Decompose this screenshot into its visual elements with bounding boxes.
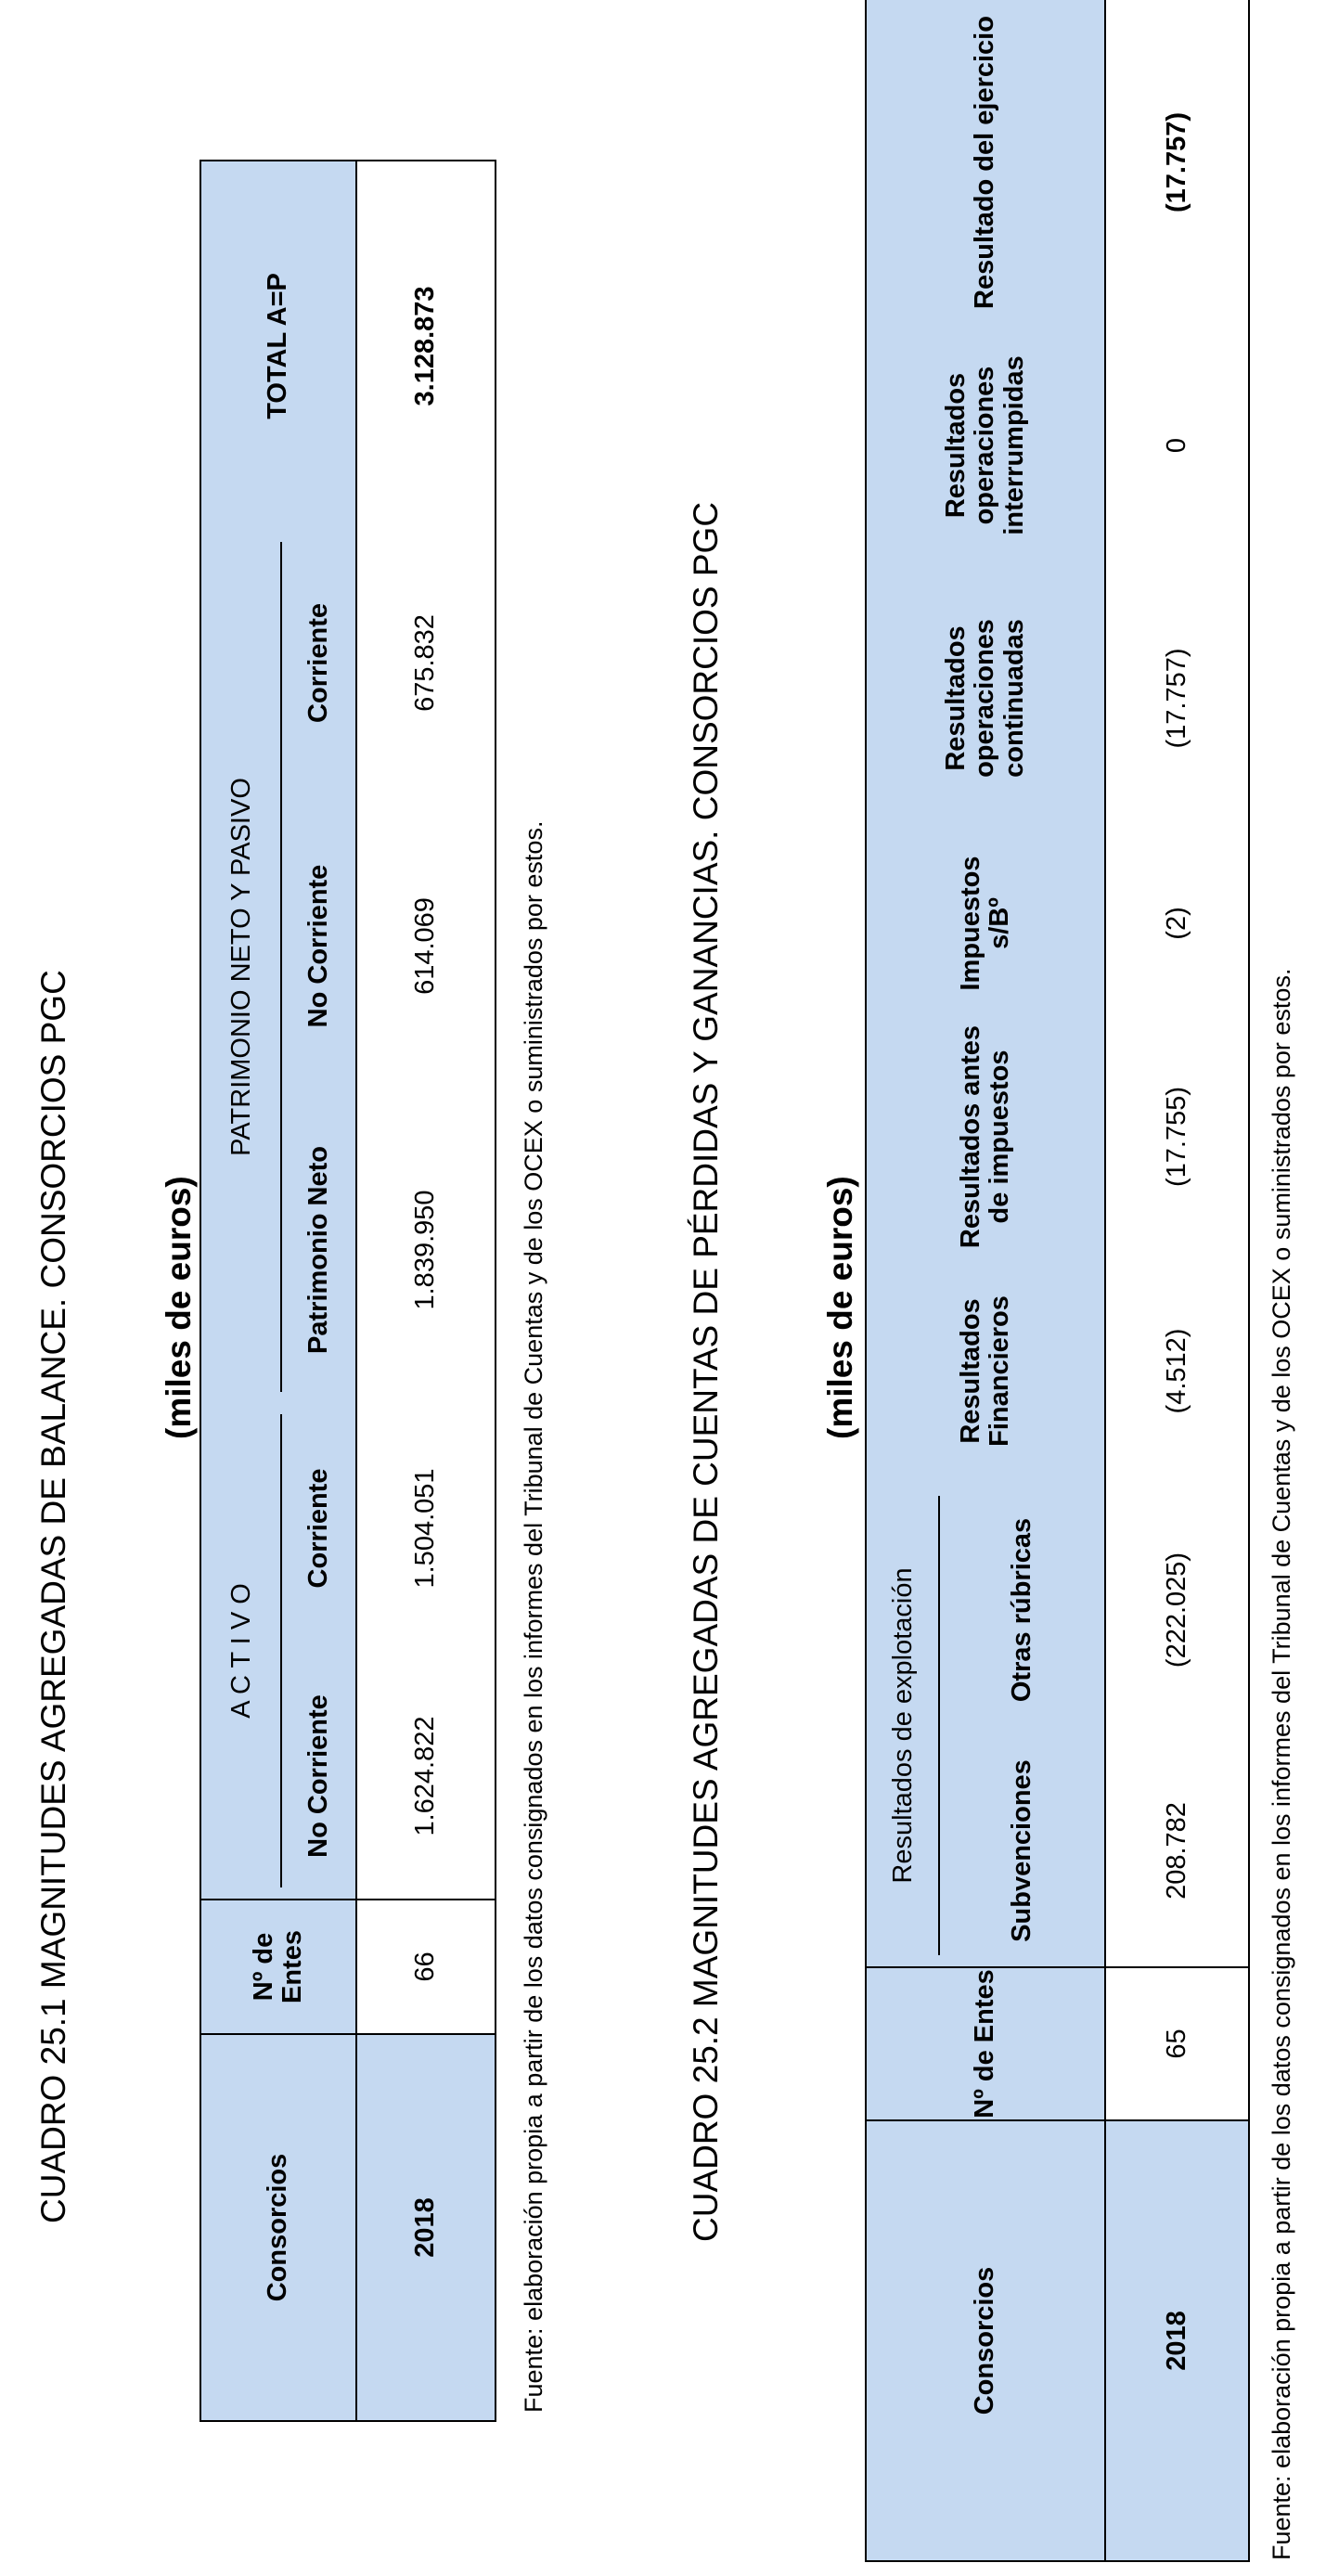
t2-header-subvenciones: Subvenciones xyxy=(940,1735,1105,1967)
table2-pyg xyxy=(865,0,1250,2562)
t2-otras-rubricas: (222.025) xyxy=(1105,1485,1249,1735)
table1-title: CUADRO 25.1 MAGNITUDES AGREGADAS DE BALANCE. CONSORCIOS PGC xyxy=(34,970,72,2223)
t1-header-consorcios: Consorcios xyxy=(200,2034,356,2421)
t1-header-patrimonio-neto: Patrimonio Neto xyxy=(282,1097,356,1403)
t1-header-total: TOTAL A=P xyxy=(200,161,356,531)
t2-header-ejercicio: Resultado del ejercicio xyxy=(866,0,1105,325)
t2-header-impuestos: Impuestos s/Bº xyxy=(866,831,1105,1016)
t1-activo-rule xyxy=(280,1414,282,1887)
t2-header-n-entes: Nº de Entes xyxy=(866,1967,1105,2120)
t2-header-financieros: Resultados Financieros xyxy=(866,1257,1105,1485)
t1-header-pasivo-no-corriente: No Corriente xyxy=(282,795,356,1097)
table-row xyxy=(356,161,496,2421)
t1-header-activo-no-corriente: No Corriente xyxy=(282,1654,356,1900)
t1-header-n-entes: Nº de Entes xyxy=(200,1900,356,2034)
t1-header-activo-label: A C T I V O xyxy=(225,1583,256,1719)
t1-header-pasivo-corriente: Corriente xyxy=(282,531,356,795)
t1-pasivo-no-corriente: 614.069 xyxy=(356,795,496,1097)
t2-header-antes-impuestos: Resultados antes de impuestos xyxy=(866,1016,1105,1257)
t1-pn-pasivo-rule xyxy=(280,542,282,1392)
t1-n-entes: 66 xyxy=(356,1900,496,2034)
t2-financieros: (4.512) xyxy=(1105,1257,1249,1485)
t2-ejercicio: (17.757) xyxy=(1105,0,1249,325)
t1-header-pn-pasivo xyxy=(200,531,282,1403)
t1-header-activo-corriente: Corriente xyxy=(282,1403,356,1654)
t2-op-continuadas: (17.757) xyxy=(1105,566,1249,831)
t1-year: 2018 xyxy=(356,2034,496,2421)
table2-title: CUADRO 25.2 MAGNITUDES AGREGADAS DE CUENTAS DE PÉRDIDAS Y GANANCIAS. CONSORCIOS PGC xyxy=(687,501,725,2242)
t2-op-interrumpidas: 0 xyxy=(1105,325,1249,566)
t2-antes-impuestos: (17.755) xyxy=(1105,1016,1249,1257)
t2-header-otras-rubricas: Otras rúbricas xyxy=(940,1485,1105,1735)
table-row xyxy=(1105,0,1249,2561)
t2-explotacion-rule xyxy=(938,1496,940,1955)
t2-header-explotacion-label: Resultados de explotación xyxy=(887,1567,918,1884)
t2-header-consorcios: Consorcios xyxy=(866,2120,1105,2561)
t2-n-entes: 65 xyxy=(1105,1967,1249,2120)
t1-total: 3.128.873 xyxy=(356,161,496,531)
t1-activo-no-corriente: 1.624.822 xyxy=(356,1654,496,1900)
t2-header-op-continuadas: Resultados operaciones continuadas xyxy=(866,566,1105,831)
t1-patrimonio-neto: 1.839.950 xyxy=(356,1097,496,1403)
t2-subvenciones: 208.782 xyxy=(1105,1735,1249,1967)
t2-impuestos: (2) xyxy=(1105,831,1249,1016)
t2-year: 2018 xyxy=(1105,2120,1249,2561)
table1-source: Fuente: elaboración propia a partir de los datos consignados en los informes del Tribunal de Cuentas y de los OCEX o suministrados por estos. xyxy=(520,820,547,2413)
t2-header-explotacion xyxy=(866,1485,940,1967)
t1-header-pn-pasivo-label: PATRIMONIO NETO Y PASIVO xyxy=(225,778,256,1156)
t1-activo-corriente: 1.504.051 xyxy=(356,1403,496,1654)
table1-balance xyxy=(200,160,496,2422)
table2-source: Fuente: elaboración propia a partir de los datos consignados en los informes del Tribunal de Cuentas y de los OCEX o suministrados por estos. xyxy=(1268,968,1295,2560)
table2-subtitle: (miles de euros) xyxy=(821,1176,859,1439)
t1-pasivo-corriente: 675.832 xyxy=(356,531,496,795)
t1-header-activo xyxy=(200,1403,282,1900)
table1-subtitle: (miles de euros) xyxy=(160,1176,198,1439)
t2-header-op-interrumpidas: Resultados operaciones interrumpidas xyxy=(866,325,1105,566)
